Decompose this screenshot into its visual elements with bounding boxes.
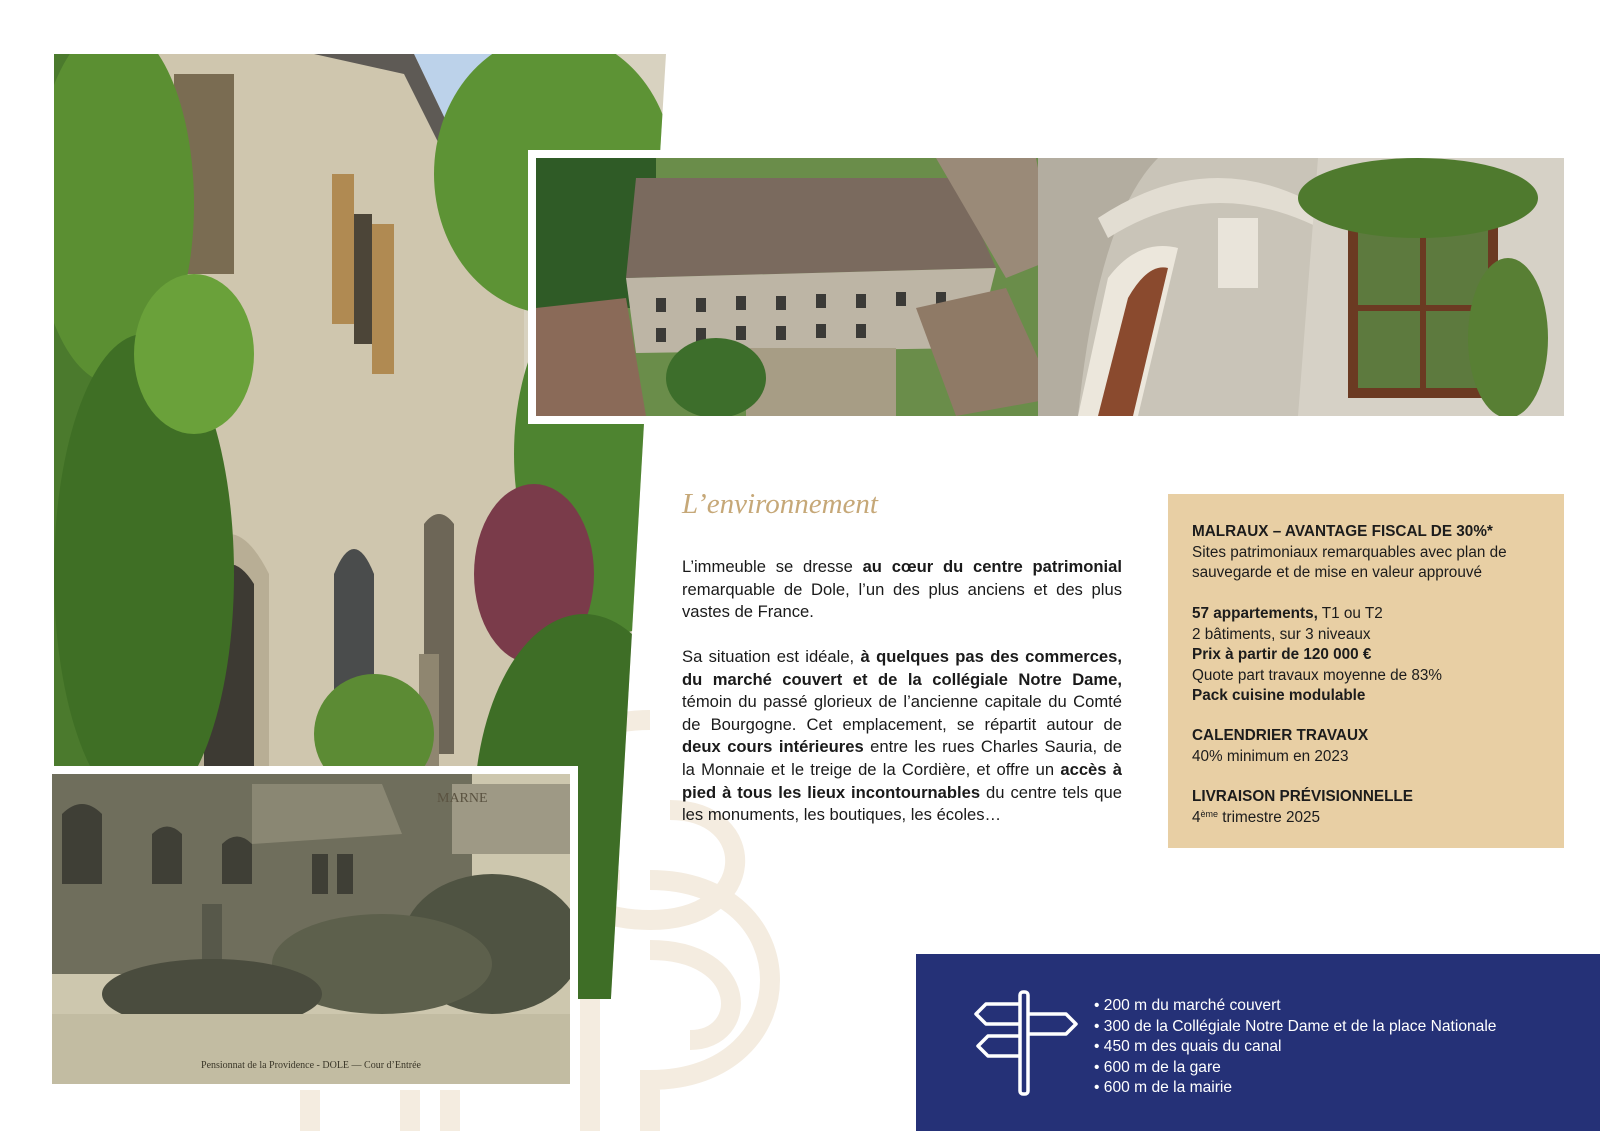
photo-vintage-postcard	[52, 774, 570, 1084]
bold-run: au cœur du centre patrimonial	[862, 557, 1122, 576]
distance-item: • 300 de la Collégiale Notre Dame et de la place Nationale	[1094, 1017, 1496, 1038]
malraux-block	[1192, 522, 1552, 584]
delivery-sup: ème	[1200, 808, 1219, 819]
distance-list	[1094, 996, 1496, 1099]
calendar-title: CALENDRIER TRAVAUX	[1192, 727, 1369, 744]
postcard-caption: Pensionnat de la Providence - DOLE — Cour d’Entrée	[201, 1060, 421, 1071]
delivery-num: 4	[1192, 808, 1201, 826]
postcard-stamp: MARNE	[437, 791, 488, 806]
works-share-line: Quote part travaux moyenne de 83%	[1192, 666, 1443, 684]
malraux-text: Sites patrimoniaux remarquables avec plan de sauvegarde et de mise en valeur approuvé	[1192, 543, 1507, 582]
price-line: Prix à partir de 120 000 €	[1192, 646, 1372, 664]
apartments-line	[1192, 604, 1552, 625]
distance-item: • 600 m de la mairie	[1094, 1078, 1496, 1099]
distances-band	[916, 954, 1600, 1131]
photo-aerial-view	[536, 158, 1056, 416]
text-run: Sa situation est idéale,	[682, 647, 861, 666]
distance-item: • 450 m des quais du canal	[1094, 1037, 1496, 1058]
malraux-title: MALRAUX – AVANTAGE FISCAL DE 30%*	[1192, 523, 1493, 540]
text-run: L’immeuble se dresse	[682, 557, 863, 576]
program-info-box	[1168, 494, 1564, 848]
distance-item: • 200 m du marché couvert	[1094, 996, 1496, 1017]
apartments-types: T1 ou T2	[1317, 605, 1383, 622]
kitchen-line: Pack cuisine modulable	[1192, 687, 1366, 705]
distance-item: • 600 m de la gare	[1094, 1058, 1496, 1079]
location-paragraph	[682, 646, 1122, 827]
calendar-text: 40% minimum en 2023	[1192, 747, 1349, 765]
buildings-line: 2 bâtiments, sur 3 niveaux	[1192, 625, 1371, 643]
apartments-count: 57 appartements,	[1192, 605, 1318, 622]
delivery-block	[1192, 787, 1552, 828]
text-run: entre les rues Charles Sauria, de la Monnaie et le treige de la Cordière, et offre un	[682, 737, 1122, 779]
text-run: du centre tels que les monuments, les boutiques, les écoles…	[682, 782, 1122, 825]
text-run: témoin du passé glorieux de l’ancienne capitale du Comté de Bourgogne. Cet emplacement, se répartit autour de	[682, 692, 1122, 734]
apartments-block	[1192, 604, 1552, 707]
section-title: L’environnement	[682, 488, 878, 520]
delivery-title: LIVRAISON PRÉVISIONNELLE	[1192, 788, 1413, 805]
text-run: remarquable de Dole, l’un des plus anciens et des plus vastes de France.	[682, 579, 1122, 622]
delivery-text: trimestre 2025	[1218, 808, 1321, 826]
intro-paragraph	[682, 556, 1122, 624]
bold-run: à quelques pas des commerces, du marché couvert et de la collégiale Notre Dame,	[682, 647, 1122, 689]
photo-interior-arch	[1038, 158, 1564, 416]
bold-run: deux cours intérieures	[682, 737, 864, 757]
calendar-block	[1192, 726, 1552, 767]
delivery-line	[1192, 808, 1552, 829]
bold-run: accès à pied à tous les lieux incontournables	[682, 759, 1122, 802]
signpost-icon	[974, 990, 1078, 1096]
